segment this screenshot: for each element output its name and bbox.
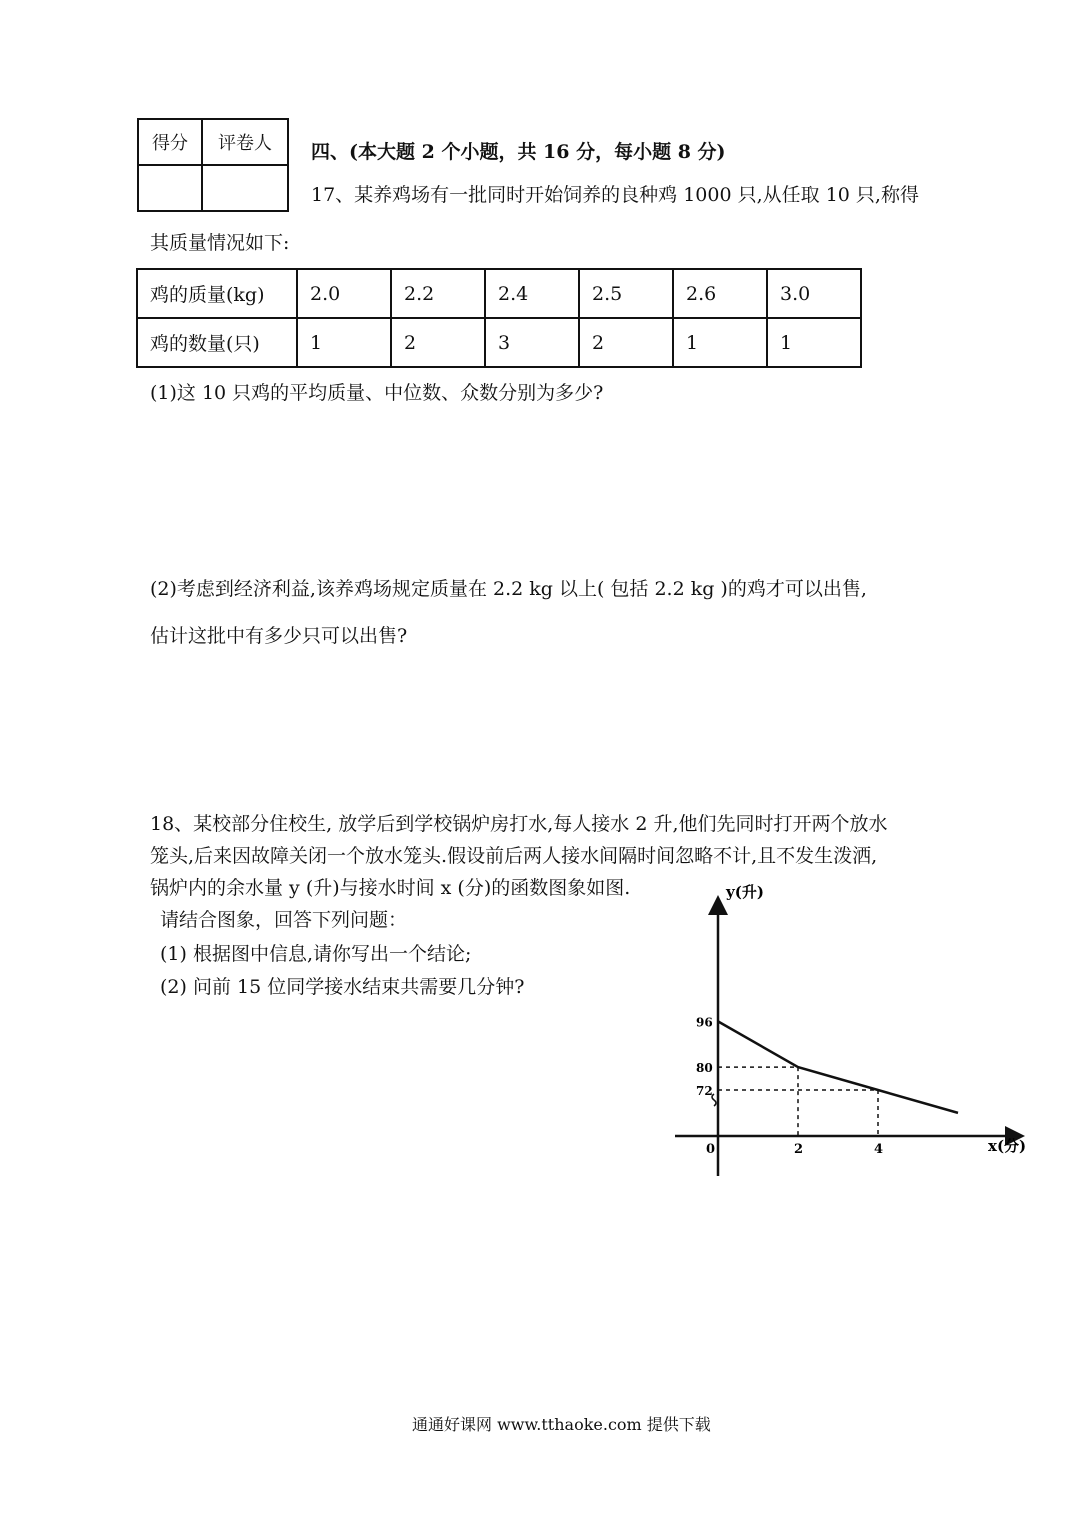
grader-cell [202, 165, 288, 211]
table-cell: 1 [767, 318, 861, 367]
chicken-table [136, 268, 862, 368]
q17-intro-line1: 17、某养鸡场有一批同时开始饲养的良种鸡 1000 只,从任取 10 只,称得 [311, 184, 919, 206]
x-tick-label: 2 [794, 1142, 804, 1157]
table-cell: 3.0 [767, 269, 861, 318]
table-row [137, 318, 861, 367]
table-cell: 1 [297, 318, 391, 367]
footer: 通通好课网 www.tthaoke.com 提供下载 [412, 1415, 711, 1434]
table-cell: 3 [485, 318, 579, 367]
table-row-header: 鸡的质量(kg) [137, 269, 297, 318]
section-title: 四、(本大题 2 个小题，共 16 分，每小题 8 分) [311, 141, 726, 163]
q18-line1: 18、某校部分住校生, 放学后到学校锅炉房打水,每人接水 2 升,他们先同时打开两个放水 [150, 813, 888, 835]
score-cell [138, 165, 202, 211]
table-cell: 1 [673, 318, 767, 367]
table-cell: 2.6 [673, 269, 767, 318]
table-cell: 2.2 [391, 269, 485, 318]
table-cell: 2.5 [579, 269, 673, 318]
water-chart [660, 870, 1060, 1190]
x-tick-label: 4 [874, 1142, 884, 1157]
y-axis-label: y(升) [726, 883, 764, 901]
q18-line3: 锅炉内的余水量 y (升)与接水时间 x (分)的函数图象如图. [150, 877, 631, 899]
y-tick-label: 80 [696, 1061, 713, 1076]
q17-part2-line1: (2)考虑到经济利益,该养鸡场规定质量在 2.2 kg 以上( 包括 2.2 kg )的鸡才可以出售, [150, 578, 867, 600]
table-row [137, 269, 861, 318]
x-axis-label: x(分) [988, 1137, 1027, 1155]
y-tick-label: 72 [696, 1084, 713, 1098]
grader-header: 评卷人 [202, 119, 288, 165]
table-cell: 2 [391, 318, 485, 367]
q18-part1: (1) 根据图中信息,请你写出一个结论; [160, 943, 472, 965]
y-tick-label: 96 [696, 1015, 713, 1030]
table-cell: 2.0 [297, 269, 391, 318]
q17-part2-line2: 估计这批中有多少只可以出售? [150, 625, 408, 647]
q18-line2: 笼头,后来因故障关闭一个放水笼头.假设前后两人接水间隔时间忽略不计,且不发生泼洒, [150, 845, 878, 867]
score-box [137, 118, 289, 212]
table-row-header: 鸡的数量(只) [137, 318, 297, 367]
table-cell: 2.4 [485, 269, 579, 318]
q17-intro-line2: 其质量情况如下: [150, 232, 290, 254]
score-header: 得分 [138, 119, 202, 165]
q17-part1: (1)这 10 只鸡的平均质量、中位数、众数分别为多少? [150, 382, 604, 404]
q18-line4: 请结合图象，回答下列问题： [160, 909, 408, 931]
origin-label: 0 [706, 1142, 716, 1157]
table-cell: 2 [579, 318, 673, 367]
q18-part2: (2) 问前 15 位同学接水结束共需要几分钟? [160, 976, 525, 998]
